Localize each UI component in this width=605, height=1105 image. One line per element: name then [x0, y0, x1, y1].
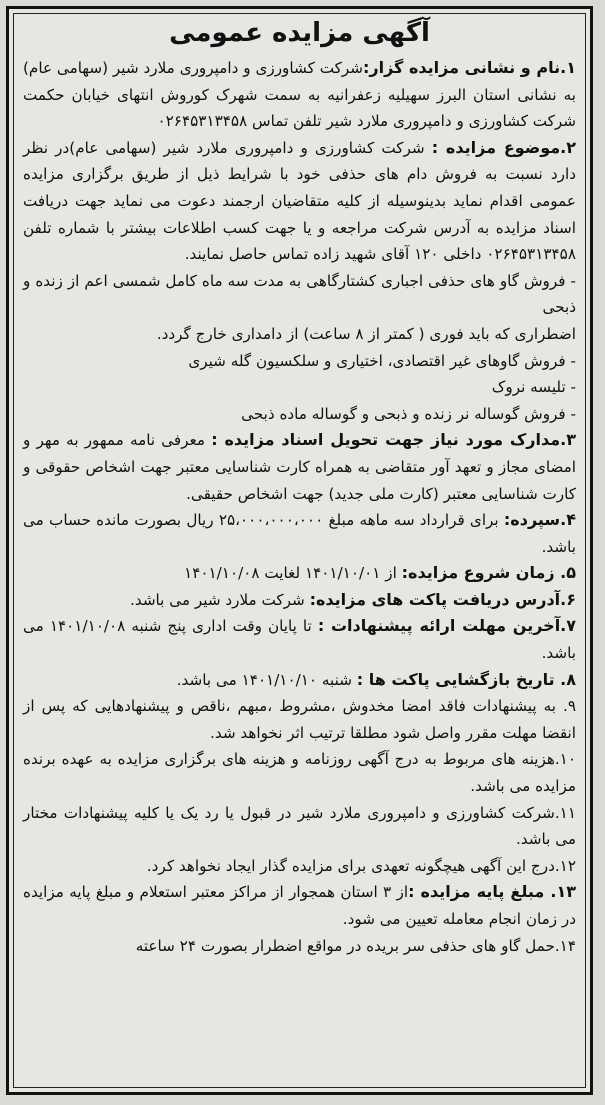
item-1-head: ۱.نام و نشانی مزایده گزار:: [362, 58, 576, 77]
item-2: [23, 135, 576, 268]
item-5: [23, 560, 576, 587]
item-1: [23, 55, 576, 135]
item-7-head: ۷.آخرین مهلت ارائه پیشنهادات :: [317, 616, 577, 636]
item-1-text: شرکت کشاورزی و دامپروری ملارد شیر (سهامی عام) به نشانی استان البرز سهیلیه زعفرانیه به سمت شهرک کوروش انتهای خیابان حکمت شرکت کشاورزی و دامپروری ملارد شیر تلفن تماس ۰۲۶۴۵۳۱۳۴۵۸: [23, 59, 576, 131]
item-4-text: برای قرارداد سه ماهه مبلغ ۲۵،۰۰۰،۰۰۰،۰۰۰ ریال بصورت مانده حساب می باشد.: [23, 511, 576, 556]
bullet-1-cont: اضطراری که باید فوری ( کمتر از ۸ ساعت) از دامداری خارج گردد.: [156, 324, 576, 343]
item-3-head: ۳.مدارک مورد نیاز جهت تحویل اسناد مزایده :: [211, 430, 576, 450]
item-7: [23, 613, 576, 666]
item-4: [23, 507, 576, 560]
item-14: ۱۴.حمل گاو های حذفی سر بریده در مواقع اضطرار بصورت ۲۴ ساعته: [135, 936, 576, 955]
notice-content: [23, 13, 576, 959]
item-13-text: از ۳ استان همجوار از مراکز معتبر استعلام و مبلغ پایه مزایده در زمان انجام معامله تعیین می شود.: [23, 883, 576, 928]
item-10: ۱۰.هزینه های مربوط به درج آگهی روزنامه و هزینه های برگزاری مزایده به عهده برنده مزایده می باشد.: [23, 750, 576, 796]
item-13-head: ۱۳. مبلغ پایه مزایده :: [408, 882, 576, 902]
item-3-text: معرفی نامه ممهور به مهر و امضای مجاز و تعهد آور متقاضی به همراه کارت شناسایی معتبر جهت اشخاص حقوقی و کارت شناسایی معتبر (کارت ملی جدید) جهت اشخاص حقیقی.: [23, 431, 576, 503]
item-5-head: ۵. زمان شروع مزایده:: [401, 563, 576, 583]
item-11: ۱۱.شرکت کشاورزی و دامپروری ملارد شیر در قبول یا رد یک یا کلیه پیشنهادات مختار می باشد.: [23, 803, 576, 849]
item-9: ۹. به پیشنهادات فاقد امضا مخدوش ،مشروط ،مبهم ،ناقص و پیشنهادهایی که پس از انقضا مهلت مقرر واصل شود مطلقا ترتیب اثر نخواهد شد.: [23, 697, 576, 742]
item-6: [23, 587, 576, 614]
item-13: [23, 879, 576, 932]
item-6-text: شرکت ملارد شیر می باشد.: [130, 590, 305, 609]
item-3: [23, 427, 576, 507]
notice-title: آگهی مزایده عمومی: [169, 18, 430, 48]
item-6-head: ۶.آدرس دریافت پاکت های مزایده:: [309, 589, 576, 609]
bullet-2: - فروش گاوهای غیر اقتصادی، اختیاری و سلکسیون گله شیری: [188, 351, 576, 370]
item-2-head: ۲.موضوع مزایده :: [431, 137, 577, 157]
bullet-4: - فروش گوساله نر زنده و ذبحی و گوساله ماده ذبحی: [241, 404, 576, 423]
item-5-text: از ۱۴۰۱/۱۰/۰۱ لغایت ۱۴۰۱/۱۰/۰۸: [184, 564, 397, 583]
item-4-head: ۴.سپرده:: [503, 510, 577, 530]
bullet-3: - تلیسه نروک: [491, 378, 576, 397]
item-8: [23, 667, 576, 694]
bullet-1: - فروش گاو های حذفی اجباری کشتارگاهی به مدت سه ماه کامل شمسی اعم از زنده و ذبحی: [23, 271, 576, 317]
item-2-text: شرکت کشاورزی و دامپروری ملارد شیر (سهامی عام)در نظر دارد نسبت به فروش دام های حذفی خود با شرایط ذیل از طریق برگزاری مزایده عمومی اقدام نماید بدینوسیله از کلیه متقاضیان ارجمند دعوت می نماید جهت دریافت اسناد مزایده به آدرس شرکت مراجعه و یا جهت کسب اطلاعات بیشتر با شماره تلفن ۰۲۶۴۵۳۱۳۴۵۸ داخلی ۱۲۰ آقای شهید زاده تماس حاصل نمایند.: [23, 138, 576, 264]
item-8-text: شنبه ۱۴۰۱/۱۰/۱۰ می باشد.: [176, 670, 352, 689]
item-12: ۱۲.درج این آگهی هیچگونه تعهدی برای مزایده گذار ایجاد نخواهد کرد.: [146, 856, 576, 875]
notice-frame: [6, 6, 593, 1095]
item-7-text: تا پایان وقت اداری پنج شنبه ۱۴۰۱/۱۰/۰۸ می باشد.: [23, 617, 576, 663]
item-8-head: ۸. تاریخ بازگشایی پاکت ها :: [356, 669, 576, 689]
